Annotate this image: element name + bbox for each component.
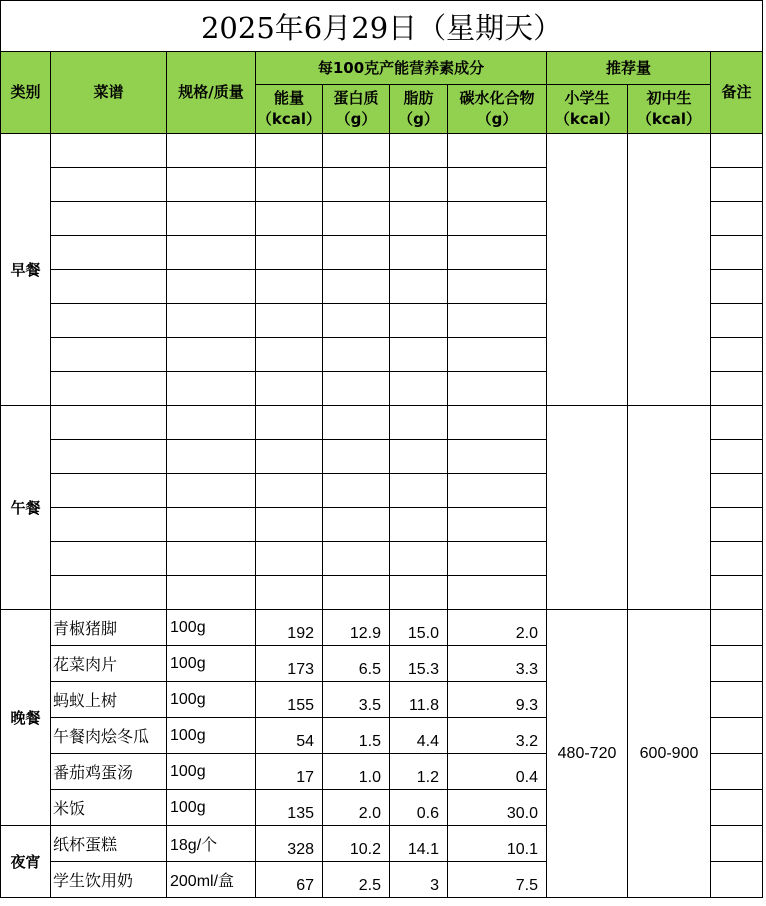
header-carb (448, 85, 547, 134)
header-energy (256, 85, 323, 134)
dish-carb: 3.3 (448, 646, 547, 682)
dish-spec: 100g (167, 718, 256, 754)
dish-carb: 10.1 (448, 826, 547, 862)
dish-fat: 3 (390, 862, 448, 898)
dish-carb: 2.0 (448, 610, 547, 646)
dish-carb: 30.0 (448, 790, 547, 826)
dish-carb: 7.5 (448, 862, 547, 898)
header-primary-label: 小学生 (564, 89, 610, 107)
dish-energy: 173 (256, 646, 323, 682)
table-row (1, 134, 763, 168)
dish-energy: 135 (256, 790, 323, 826)
section-breakfast: 早餐 (1, 134, 51, 406)
dish-fat: 1.2 (390, 754, 448, 790)
header-carb-label: 碳水化合物 (459, 89, 535, 107)
dish-protein: 12.9 (323, 610, 390, 646)
dish-energy: 328 (256, 826, 323, 862)
dish-name: 学生饮用奶 (51, 862, 167, 898)
dish-energy: 192 (256, 610, 323, 646)
dish-fat: 4.4 (390, 718, 448, 754)
header-primary-unit: （kcal） (554, 110, 620, 128)
dish-name: 番茄鸡蛋汤 (51, 754, 167, 790)
dish-carb: 9.3 (448, 682, 547, 718)
dish-name: 米饭 (51, 790, 167, 826)
dish-protein: 1.0 (323, 754, 390, 790)
dish-protein: 6.5 (323, 646, 390, 682)
lunch-primary-cell (547, 406, 628, 610)
recommend-junior: 600-900 (628, 610, 711, 898)
dish-protein: 3.5 (323, 682, 390, 718)
header-energy-label: 能量 (273, 89, 304, 107)
header-category: 类别 (1, 52, 51, 134)
header-energy-unit: （kcal） (256, 110, 322, 128)
table-row (1, 406, 763, 440)
header-primary (547, 85, 628, 134)
header-fat-label: 脂肪 (403, 89, 434, 107)
header-protein-unit: （g） (335, 110, 377, 128)
breakfast-primary-cell (547, 134, 628, 406)
dish-energy: 67 (256, 862, 323, 898)
dish-spec: 100g (167, 790, 256, 826)
dish-energy: 17 (256, 754, 323, 790)
header-fat-unit: （g） (398, 110, 439, 128)
dish-name: 午餐肉烩冬瓜 (51, 718, 167, 754)
dish-protein: 2.0 (323, 790, 390, 826)
header-junior-unit: （kcal） (636, 110, 702, 128)
dish-carb: 3.2 (448, 718, 547, 754)
header-fat (390, 85, 448, 134)
section-supper: 夜宵 (1, 826, 51, 898)
section-dinner: 晚餐 (1, 610, 51, 826)
dish-spec: 100g (167, 682, 256, 718)
dish-name: 蚂蚁上树 (51, 682, 167, 718)
lunch-junior-cell (628, 406, 711, 610)
dish-energy: 54 (256, 718, 323, 754)
dish-protein: 1.5 (323, 718, 390, 754)
dish-name: 花菜肉片 (51, 646, 167, 682)
table-row (1, 610, 763, 646)
header-recommend-group: 推荐量 (547, 52, 711, 85)
dish-spec: 100g (167, 754, 256, 790)
header-spec: 规格/质量 (167, 52, 256, 134)
dish-spec: 18g/个 (167, 826, 256, 862)
header-junior (628, 85, 711, 134)
header-protein-label: 蛋白质 (333, 89, 379, 107)
dish-fat: 14.1 (390, 826, 448, 862)
breakfast-junior-cell (628, 134, 711, 406)
dish-fat: 15.3 (390, 646, 448, 682)
page-title: 2025年6月29日（星期天） (1, 1, 763, 52)
header-remarks: 备注 (711, 52, 763, 134)
header-junior-label: 初中生 (646, 89, 692, 107)
dish-energy: 155 (256, 682, 323, 718)
header-protein (323, 85, 390, 134)
dish-name: 纸杯蛋糕 (51, 826, 167, 862)
header-carb-unit: （g） (476, 110, 518, 128)
recommend-primary: 480-720 (547, 610, 628, 898)
dish-spec: 100g (167, 610, 256, 646)
dish-fat: 11.8 (390, 682, 448, 718)
dish-protein: 2.5 (323, 862, 390, 898)
dish-spec: 200ml/盒 (167, 862, 256, 898)
dish-fat: 0.6 (390, 790, 448, 826)
header-dish: 菜谱 (51, 52, 167, 134)
dish-fat: 15.0 (390, 610, 448, 646)
header-nutrition-group: 每100克产能营养素成分 (256, 52, 547, 85)
section-lunch: 午餐 (1, 406, 51, 610)
dish-carb: 0.4 (448, 754, 547, 790)
dish-protein: 10.2 (323, 826, 390, 862)
dish-spec: 100g (167, 646, 256, 682)
dish-name: 青椒猪脚 (51, 610, 167, 646)
